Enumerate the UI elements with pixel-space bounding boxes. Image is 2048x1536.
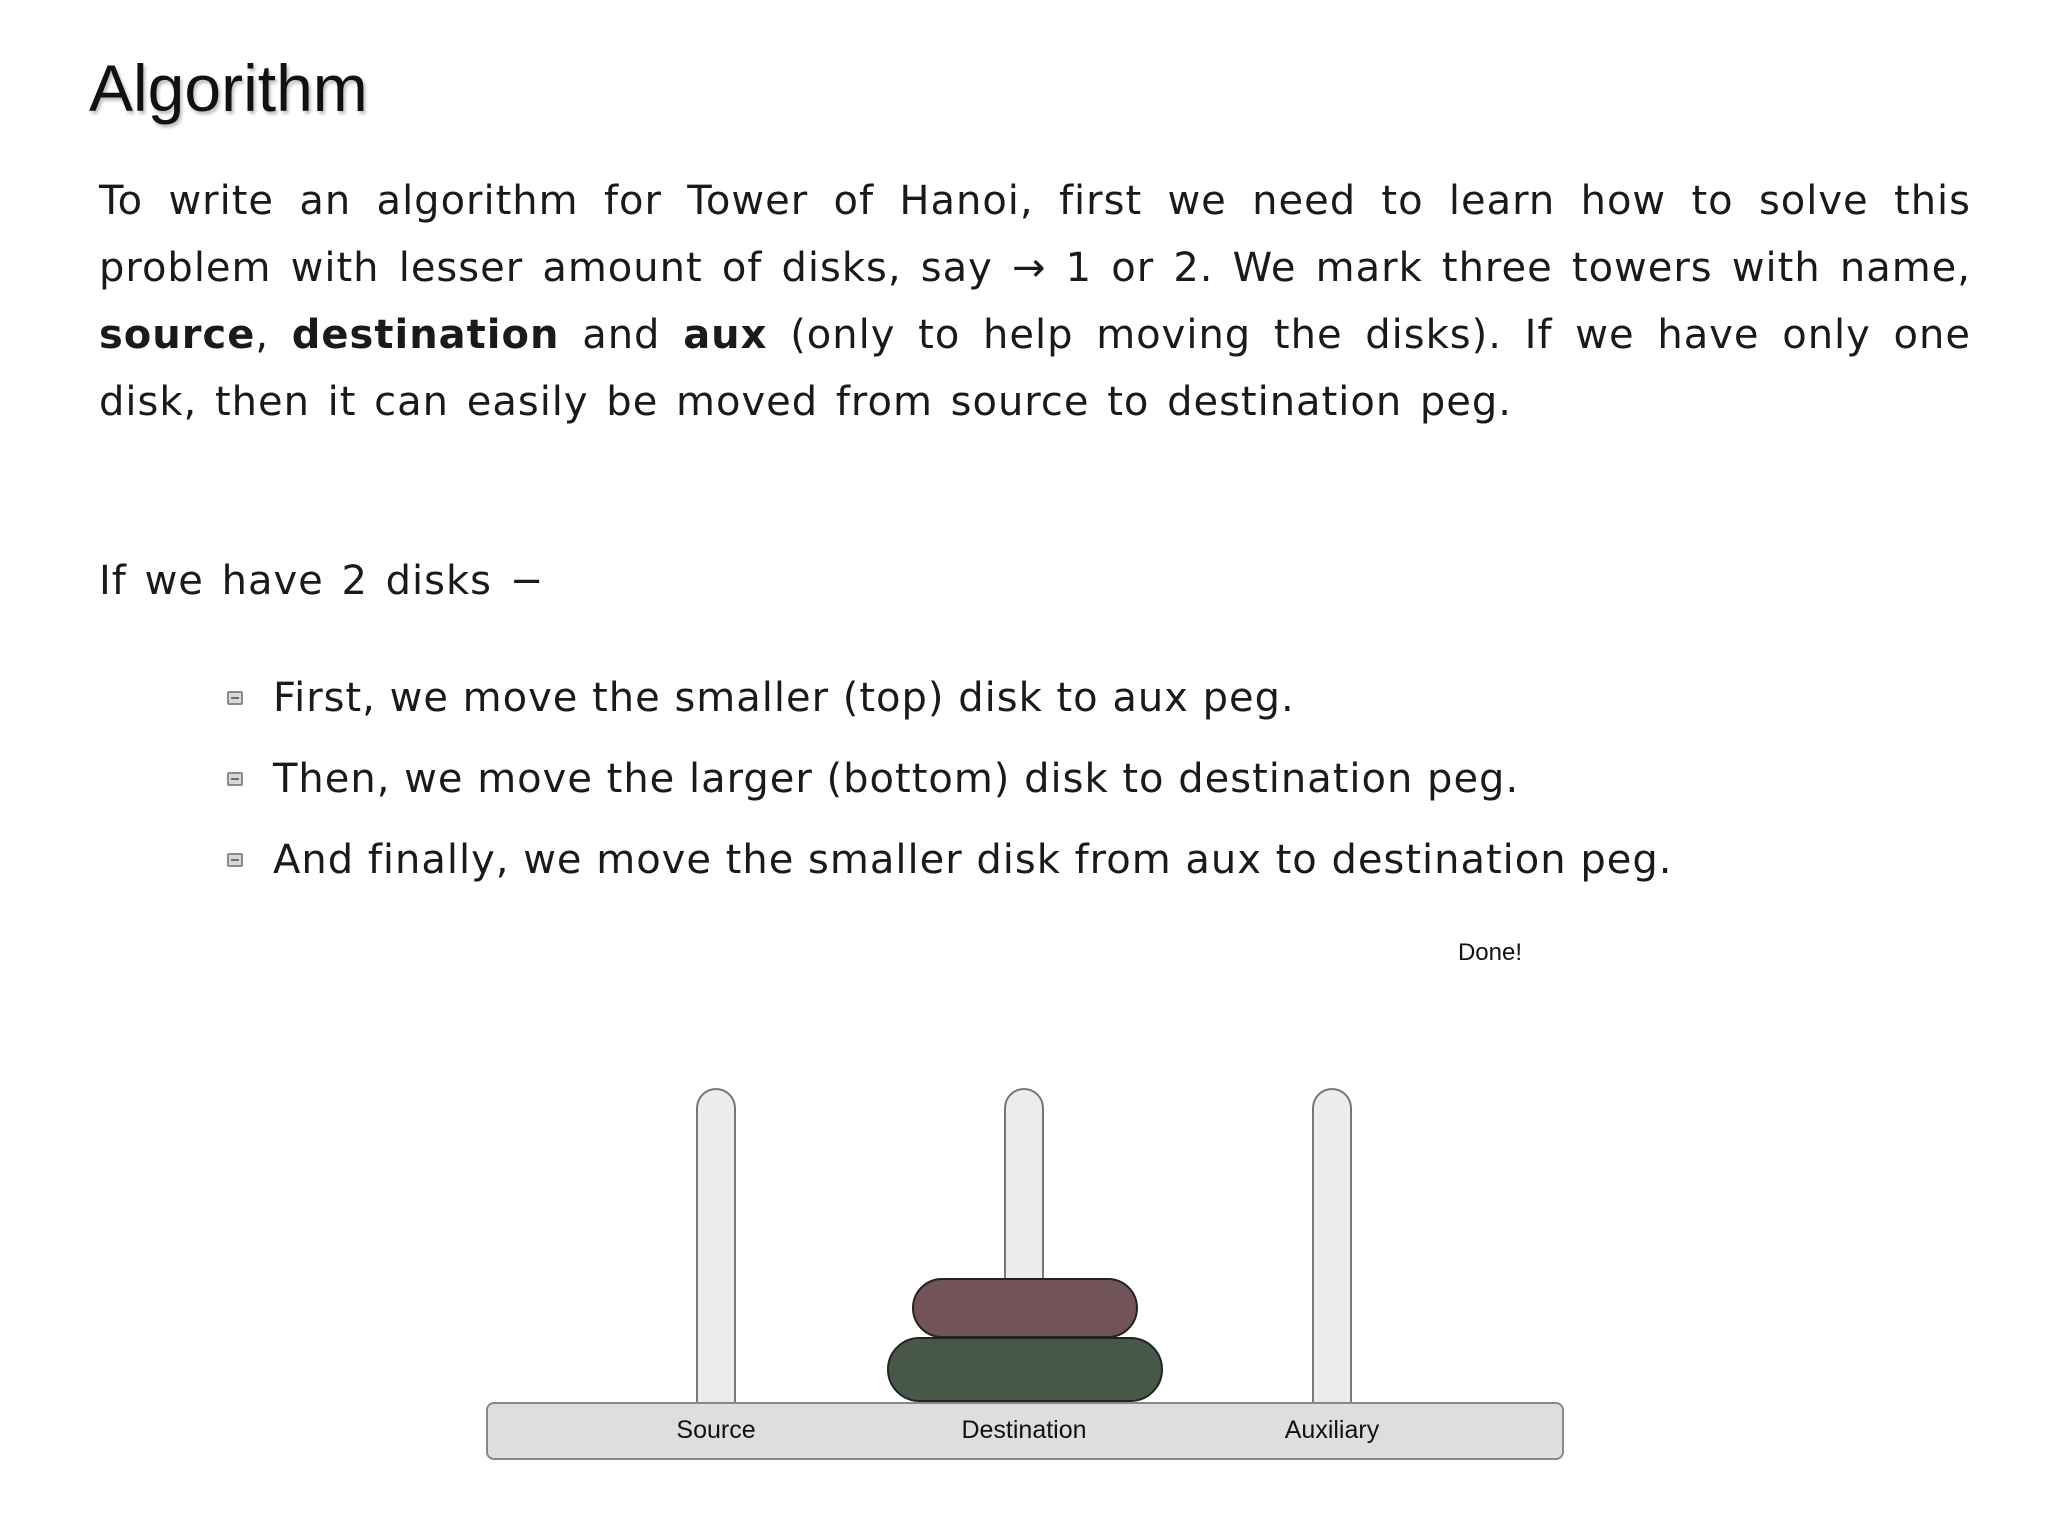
square-bullet-icon bbox=[227, 691, 243, 705]
step-text: First, we move the smaller (top) disk to aux peg. bbox=[273, 675, 1295, 721]
term-aux: aux bbox=[683, 312, 768, 358]
steps-list bbox=[222, 658, 1672, 901]
intro-paragraph bbox=[99, 168, 1971, 436]
intro-text-2: (only to help moving the disks). If we have only one disk, then it can easily be moved from source to destination peg. bbox=[99, 312, 1971, 425]
peg-label-destination: Destination bbox=[961, 1416, 1087, 1444]
section-heading: Algorithm bbox=[89, 51, 368, 125]
peg-label-auxiliary: Auxiliary bbox=[1284, 1416, 1380, 1444]
list-item bbox=[222, 739, 1672, 820]
peg-source bbox=[696, 1088, 736, 1408]
disk-small bbox=[912, 1278, 1138, 1338]
term-source: source bbox=[99, 312, 256, 358]
step-text: And finally, we move the smaller disk from aux to destination peg. bbox=[273, 837, 1673, 883]
two-disks-lead: If we have 2 disks − bbox=[99, 558, 545, 604]
intro-text-1: To write an algorithm for Tower of Hanoi, first we need to learn how to solve this problem with lesser amount of disks, say → 1 or 2. We mark three towers with name, bbox=[99, 178, 1971, 291]
animation-status: Done! bbox=[1457, 939, 1523, 966]
square-bullet-icon bbox=[227, 853, 243, 867]
list-item bbox=[222, 658, 1672, 739]
disk-large bbox=[887, 1337, 1163, 1402]
peg-label-source: Source bbox=[676, 1416, 756, 1444]
list-item bbox=[222, 820, 1672, 901]
intro-comma: , bbox=[255, 312, 292, 358]
peg-auxiliary bbox=[1312, 1088, 1352, 1408]
step-text: Then, we move the larger (bottom) disk to destination peg. bbox=[273, 756, 1520, 802]
square-bullet-icon bbox=[227, 772, 243, 786]
intro-and: and bbox=[559, 312, 684, 358]
term-destination: destination bbox=[291, 312, 560, 358]
